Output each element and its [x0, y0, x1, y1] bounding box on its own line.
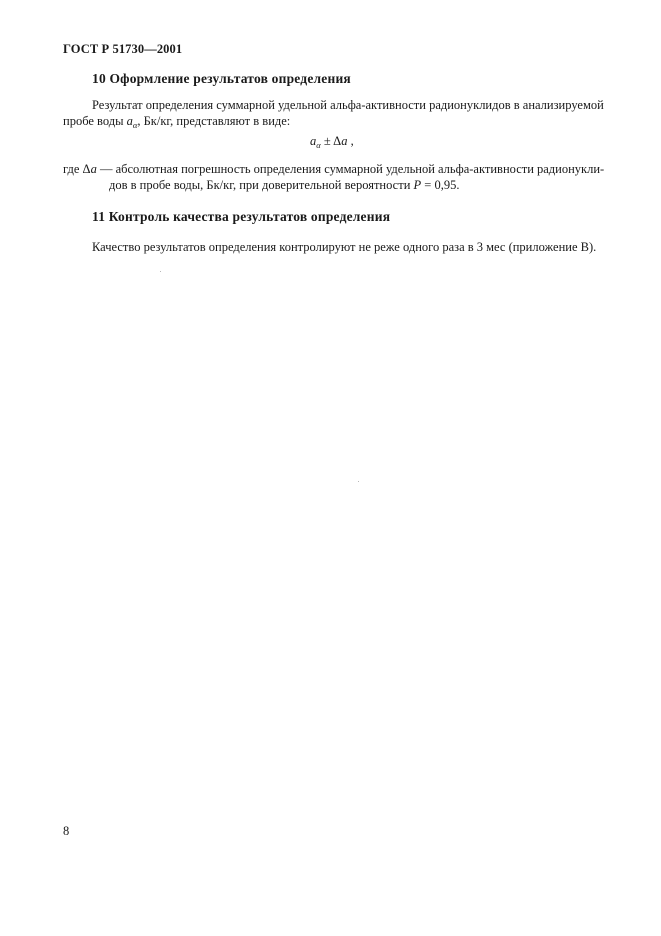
where-definition-line-2 [109, 177, 459, 194]
formula-variable: a [310, 134, 317, 148]
section-11-heading: 11 Контроль качества результатов определения [92, 209, 391, 224]
where-text: = 0,95. [421, 178, 460, 192]
where-text: — абсолютная погрешность определения суммарной удельной альфа-активности радионукли- [96, 162, 605, 176]
where-text: где Δ [63, 162, 91, 176]
section-10-paragraph-line-1: Результат определения суммарной удельной альфа-активности радионуклидов в анализируемой [92, 98, 604, 112]
section-10-heading: 10 Оформление результатов определения [92, 71, 351, 86]
variable-a: a [126, 114, 133, 128]
paragraph-text: пробе воды [63, 114, 127, 128]
formula-tail: , [347, 134, 354, 148]
page-number: 8 [63, 824, 70, 838]
variable-subscript: α [132, 120, 138, 130]
document-code: ГОСТ Р 51730—2001 [63, 42, 183, 56]
paragraph-text: , Бк/кг, представляют в виде: [137, 114, 291, 128]
result-formula [310, 134, 354, 149]
where-variable: a [90, 162, 97, 176]
section-11-paragraph: Качество результатов определения контролируют не реже одного раза в 3 мес (приложение В). [92, 240, 597, 254]
probability-variable: P [413, 178, 422, 192]
formula-subscript: α [316, 140, 321, 150]
where-text: дов в пробе воды, Бк/кг, при доверительной вероятности [109, 178, 414, 192]
scan-speck [160, 271, 161, 272]
where-definition-line-1 [63, 161, 604, 178]
formula-variable-2: a [341, 134, 348, 148]
section-10-paragraph-line-2 [63, 113, 290, 130]
formula-operator: ± Δ [320, 134, 342, 148]
scan-speck [358, 481, 359, 482]
